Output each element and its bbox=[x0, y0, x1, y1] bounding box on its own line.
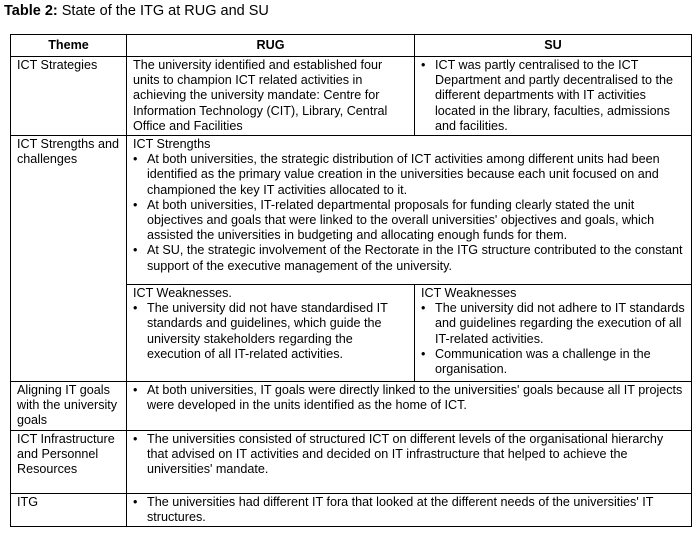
list-item: • At SU, the strategic involvement of the Rectorate in the ITG structure contributed to the constant support of the executive management of the university. bbox=[133, 243, 685, 273]
row-aligning-goals bbox=[11, 382, 692, 431]
rug-cell: The university identified and established four units to champion ICT related activities in achieving the university mandate: Centre for Information Technology (CIT), Library, Central Office and Facilities bbox=[127, 57, 415, 136]
list-item: • Communication was a challenge in the organisation. bbox=[421, 347, 685, 377]
list-item: • At both universities, the strategic distribution of ICT activities among different units had been identified as the primary value creation in the universities because each unit focused on and championed the key IT activities allocated to it. bbox=[133, 152, 685, 198]
strengths-heading: ICT Strengths bbox=[133, 137, 211, 152]
list-item: • ICT was partly centralised to the ICT Department and partly decentralised to the different departments with IT activities located in the library, faculties, admissions and facilities. bbox=[421, 58, 685, 134]
header-row bbox=[11, 35, 692, 57]
theme-cell: Aligning IT goals with the university goals bbox=[11, 382, 127, 431]
theme-cell: ICT Infrastructure and Personnel Resources bbox=[11, 430, 127, 493]
row-ict-strengths bbox=[11, 136, 692, 285]
row-itg bbox=[11, 493, 692, 526]
itg-cell bbox=[127, 493, 692, 526]
list-item: • The university did not have standardised IT standards and guidelines, which guide the university stakeholders regarding the execution of all IT-related activities. bbox=[133, 301, 408, 362]
list-item: • At both universities, IT goals were directly linked to the universities' goals because all IT projects were developed in the units identified as the home of ICT. bbox=[133, 383, 685, 413]
strengths-cell bbox=[127, 136, 692, 285]
list-item: • At both universities, IT-related departmental proposals for funding clearly stated the unit objectives and goals that were linked to the overall universities' objectives and goals, which assisted the universities in budgeting and allocating enough funds for them. bbox=[133, 198, 685, 244]
theme-cell: ICT Strengths and challenges bbox=[11, 136, 127, 382]
row-ict-strategies bbox=[11, 57, 692, 136]
su-weaknesses-cell bbox=[415, 285, 692, 382]
header-theme: Theme bbox=[11, 35, 127, 57]
strengths-list bbox=[133, 152, 685, 274]
header-su: SU bbox=[415, 35, 692, 57]
aligning-cell bbox=[127, 382, 692, 431]
row-infrastructure bbox=[11, 430, 692, 493]
itg-state-table bbox=[10, 34, 692, 527]
caption-label: Table 2: bbox=[4, 3, 58, 19]
list-item: • The universities had different IT fora that looked at the different needs of the universities' IT structures. bbox=[133, 495, 685, 525]
table-caption bbox=[4, 2, 269, 20]
su-cell bbox=[415, 57, 692, 136]
theme-cell: ICT Strategies bbox=[11, 57, 127, 136]
rug-weaknesses-cell bbox=[127, 285, 415, 382]
list-item: • The university did not adhere to IT standards and guidelines regarding the execution of all IT-related activities. bbox=[421, 301, 685, 347]
theme-cell: ITG bbox=[11, 493, 127, 526]
list-item: • The universities consisted of structured ICT on different levels of the organisational hierarchy that advised on IT activities and decided on IT infrastructure that helped to achieve the universities' mandate. bbox=[133, 432, 685, 478]
header-rug: RUG bbox=[127, 35, 415, 57]
infrastructure-cell bbox=[127, 430, 692, 493]
weaknesses-heading: ICT Weaknesses. bbox=[133, 286, 232, 301]
caption-text: State of the ITG at RUG and SU bbox=[61, 3, 269, 19]
weaknesses-heading: ICT Weaknesses bbox=[421, 286, 517, 301]
